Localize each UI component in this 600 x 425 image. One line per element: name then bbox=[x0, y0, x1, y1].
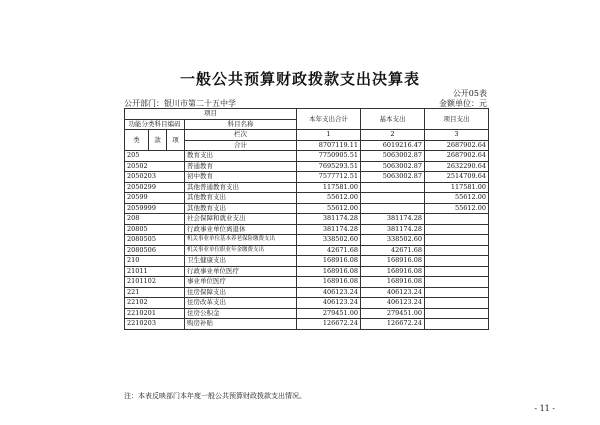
row-name: 社会保障和就业支出 bbox=[185, 214, 297, 225]
row-project bbox=[425, 224, 489, 235]
table-row bbox=[125, 182, 489, 193]
table-row bbox=[125, 224, 489, 235]
row-code: 210 bbox=[125, 256, 185, 267]
row-code: 2101102 bbox=[125, 277, 185, 288]
row-project: 2632290.64 bbox=[425, 161, 489, 172]
row-total: 7695293.51 bbox=[297, 161, 361, 172]
row-basic: 42671.68 bbox=[361, 245, 425, 256]
row-name: 卫生健康支出 bbox=[185, 256, 297, 267]
row-code: 22102 bbox=[125, 298, 185, 309]
row-total: 279451.00 bbox=[297, 308, 361, 319]
totals-total: 8707119.11 bbox=[297, 140, 361, 151]
header-col3: 3 bbox=[425, 130, 489, 141]
row-project: 117581.00 bbox=[425, 182, 489, 193]
row-code: 2080506 bbox=[125, 245, 185, 256]
row-project: 2514709.64 bbox=[425, 172, 489, 183]
row-basic: 168916.08 bbox=[361, 277, 425, 288]
table-row bbox=[125, 193, 489, 204]
row-basic: 168916.08 bbox=[361, 256, 425, 267]
header-basic: 基本支出 bbox=[361, 109, 425, 130]
row-basic bbox=[361, 182, 425, 193]
row-basic: 406123.24 bbox=[361, 298, 425, 309]
row-code: 2050203 bbox=[125, 172, 185, 183]
table-row bbox=[125, 235, 489, 246]
row-project bbox=[425, 287, 489, 298]
row-project bbox=[425, 266, 489, 277]
header-subject-name: 科目名称 bbox=[185, 119, 297, 130]
row-code: 2210203 bbox=[125, 319, 185, 330]
row-basic: 126672.24 bbox=[361, 319, 425, 330]
row-name: 其他教育支出 bbox=[185, 193, 297, 204]
row-name: 行政事业单位离退休 bbox=[185, 224, 297, 235]
totals-label: 合计 bbox=[185, 140, 297, 151]
table-row bbox=[125, 287, 489, 298]
row-basic bbox=[361, 193, 425, 204]
table-row bbox=[125, 319, 489, 330]
table-row bbox=[125, 172, 489, 183]
row-name: 初中教育 bbox=[185, 172, 297, 183]
row-project: 55612.00 bbox=[425, 203, 489, 214]
row-code: 20805 bbox=[125, 224, 185, 235]
row-basic bbox=[361, 203, 425, 214]
table-row bbox=[125, 214, 489, 225]
page-title: 一般公共预算财政拨款支出决算表 bbox=[179, 70, 420, 88]
table-note: 注：本表反映部门本年度一般公共预算财政拨款支出情况。 bbox=[124, 392, 306, 400]
row-project bbox=[425, 256, 489, 267]
header-total: 本年支出合计 bbox=[297, 109, 361, 130]
row-code: 2210201 bbox=[125, 308, 185, 319]
row-project bbox=[425, 308, 489, 319]
table-row bbox=[125, 277, 489, 288]
row-total: 126672.24 bbox=[297, 319, 361, 330]
row-project bbox=[425, 245, 489, 256]
table-row bbox=[125, 151, 489, 162]
row-project bbox=[425, 235, 489, 246]
row-code: 2080505 bbox=[125, 235, 185, 246]
row-name: 行政事业单位医疗 bbox=[185, 266, 297, 277]
row-code: 2059999 bbox=[125, 203, 185, 214]
totals-basic: 6019216.47 bbox=[361, 140, 425, 151]
row-project bbox=[425, 277, 489, 288]
table-row bbox=[125, 308, 489, 319]
table-row bbox=[125, 245, 489, 256]
unit-label: 金额单位：元 bbox=[439, 99, 487, 108]
header-lanci: 栏次 bbox=[185, 130, 297, 141]
row-name: 住房保障支出 bbox=[185, 287, 297, 298]
row-total: 406123.24 bbox=[297, 287, 361, 298]
row-total: 42671.68 bbox=[297, 245, 361, 256]
header-row-1 bbox=[125, 109, 489, 120]
row-code: 205 bbox=[125, 151, 185, 162]
header-project-expense: 项目支出 bbox=[425, 109, 489, 130]
row-basic: 168916.08 bbox=[361, 266, 425, 277]
row-total: 381174.28 bbox=[297, 214, 361, 225]
row-code: 2050299 bbox=[125, 182, 185, 193]
row-code: 20502 bbox=[125, 161, 185, 172]
table-row bbox=[125, 266, 489, 277]
row-basic: 338502.60 bbox=[361, 235, 425, 246]
row-basic: 279451.00 bbox=[361, 308, 425, 319]
row-name: 普通教育 bbox=[185, 161, 297, 172]
table-code: 公开05表 bbox=[452, 89, 487, 98]
table-row bbox=[125, 161, 489, 172]
row-project bbox=[425, 298, 489, 309]
row-name: 其他普通教育支出 bbox=[185, 182, 297, 193]
row-total: 338502.60 bbox=[297, 235, 361, 246]
table-row bbox=[125, 298, 489, 309]
header-func-code: 功能分类科目编码 bbox=[125, 119, 185, 130]
header-col2: 2 bbox=[361, 130, 425, 141]
row-name: 其他教育支出 bbox=[185, 203, 297, 214]
header-row-4 bbox=[125, 130, 489, 141]
page-number: - 11 - bbox=[534, 404, 555, 413]
row-basic: 5063002.87 bbox=[361, 151, 425, 162]
row-project bbox=[425, 319, 489, 330]
row-total: 381174.28 bbox=[297, 224, 361, 235]
header-project: 项目 bbox=[125, 109, 297, 120]
table-row bbox=[125, 203, 489, 214]
row-total: 168916.08 bbox=[297, 277, 361, 288]
header-lei: 类 bbox=[125, 130, 149, 151]
row-name: 机关事业单位职业年金缴费支出 bbox=[185, 245, 297, 256]
row-total: 117581.00 bbox=[297, 182, 361, 193]
department-label: 公开部门：银川市第二十五中学 bbox=[124, 99, 236, 108]
row-total: 7577712.51 bbox=[297, 172, 361, 183]
row-basic: 406123.24 bbox=[361, 287, 425, 298]
row-basic: 5063002.87 bbox=[361, 161, 425, 172]
meta-row bbox=[124, 98, 487, 108]
row-name: 住房公积金 bbox=[185, 308, 297, 319]
row-total: 406123.24 bbox=[297, 298, 361, 309]
row-code: 208 bbox=[125, 214, 185, 225]
header-kuan: 款 bbox=[149, 130, 167, 151]
row-name: 购房补贴 bbox=[185, 319, 297, 330]
table-row bbox=[125, 256, 489, 267]
row-code: 221 bbox=[125, 287, 185, 298]
row-basic: 381174.28 bbox=[361, 224, 425, 235]
row-total: 55612.00 bbox=[297, 193, 361, 204]
row-basic: 381174.28 bbox=[361, 214, 425, 225]
row-name: 事业单位医疗 bbox=[185, 277, 297, 288]
row-name: 教育支出 bbox=[185, 151, 297, 162]
row-basic: 5063002.87 bbox=[361, 172, 425, 183]
row-project bbox=[425, 214, 489, 225]
row-name: 住房改革支出 bbox=[185, 298, 297, 309]
row-total: 7750905.51 bbox=[297, 151, 361, 162]
row-code: 21011 bbox=[125, 266, 185, 277]
row-total: 55612.00 bbox=[297, 203, 361, 214]
budget-table bbox=[124, 108, 489, 330]
header-col1: 1 bbox=[297, 130, 361, 141]
row-project: 55612.00 bbox=[425, 193, 489, 204]
row-total: 168916.08 bbox=[297, 266, 361, 277]
header-xiang: 项 bbox=[167, 130, 185, 151]
row-code: 20599 bbox=[125, 193, 185, 204]
totals-project: 2687902.64 bbox=[425, 140, 489, 151]
row-name: 机关事业单位基本养老保险缴费支出 bbox=[185, 235, 297, 246]
row-project: 2687902.64 bbox=[425, 151, 489, 162]
row-total: 168916.08 bbox=[297, 256, 361, 267]
